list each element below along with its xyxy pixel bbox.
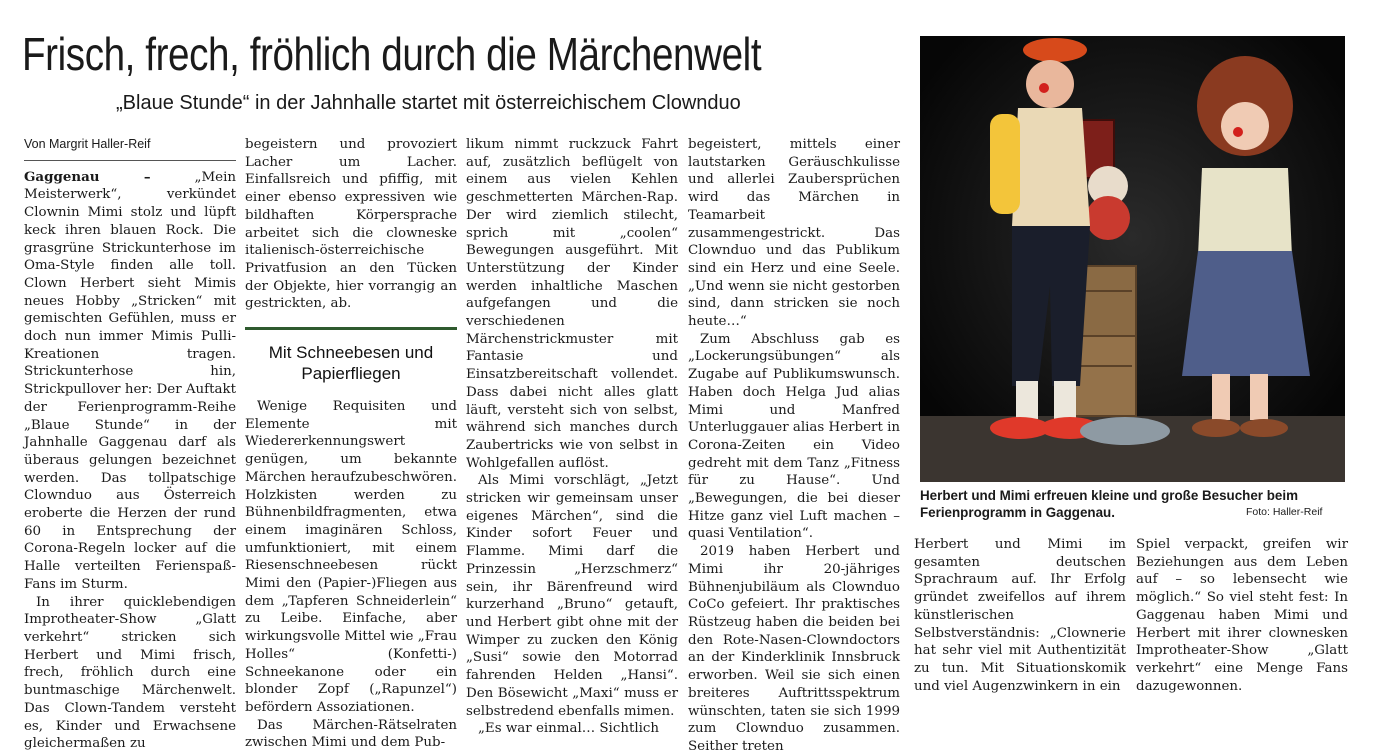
paragraph: Zum Abschluss gab es „Lockerungsübungen“ als Zugabe auf Publikumswunsch. Haben doch Helga Jud alias Mimi und Manfred Unterluggauer alias Herbert in Corona-Zeiten ein Video gedreht mit dem Tanz „Fitness für zu Hause“. Und „Bewegungen, die bei dieser Hitze ganz viel Luft machen – quasi Ventilation“. [688, 331, 900, 542]
paragraph: Spiel verpackt, greifen wir Beziehungen aus dem Leben auf – so lebensecht wie möglich.“ So viel steht fest: In Gaggenau haben Mimi und Herbert mit ihrer clownesken Improtheater-Show „Glatt verkehrt“ eine Menge Fans dazugewonnen. [1136, 537, 1348, 694]
article-column-2 [245, 136, 457, 751]
subheadline: „Blaue Stunde“ in der Jahnhalle startet mit österreichischem Clownduo [116, 92, 741, 114]
column-1-text [24, 169, 236, 753]
article-column-3 [466, 136, 678, 737]
paragraph: begeistert, mittels einer lautstarken Geräuschkulisse und allerlei Zaubersprüchen wird das Märchen in Teamarbeit zusammengestrickt. Das Clownduo und das Publikum sind ein Herz und eine Seele. „Und wenn sie nicht gestorben sind, dann stricken sie noch heute…“ [688, 137, 900, 330]
paragraph: Als Mimi vorschlägt, „Jetzt stricken wir gemeinsam unser eigenes Märchen“, sind die Kinder sofort Feuer und Flamme. Mimi darf die Prinzessin „Herzschmerz“ sein, ihr Bärenfreund wird kurzerhand „Bruno“ getauft, und Herbert gibt ohne mit der Wimper zu zucken den König „Susi“ sowie den Motorrad fahrenden Helden „Hansi“. Den Bösewicht „Maxi“ muss er selbstredend ebenfalls mimen. [466, 473, 678, 719]
headline: Frisch, frech, fröhlich durch die Märchenwelt [22, 28, 762, 80]
dateline: Gaggenau – [24, 168, 151, 185]
article-column-1 [24, 136, 236, 752]
article-column-5 [914, 536, 1126, 694]
photo-caption: Herbert und Mimi erfreuen kleine und große Besucher beim Ferienprogramm in Gaggenau. [920, 488, 1298, 520]
photo-clowns-on-stage [920, 36, 1345, 482]
paragraph: In ihrer quicklebendigen Improtheater-Show „Glatt verkehrt“ stricken sich Herbert und Mimi frisch, frech, fröhlich durch eine buntmaschige Märchenwelt. Das Clown-Tandem versteht es, Kinder und Erwachsene gleichermaßen zu [24, 594, 236, 752]
column-2-text [245, 398, 457, 752]
paragraph-text: „Mein Meisterwerk“, verkündet Clownin Mimi stolz und lüpft keck ihren blauen Rock. Die grasgrüne Strickunterhose im Oma-Style finden alle toll. Clown Herbert sieht Mimis neues Hobby „Stricken“ mit gemischten Gefühlen, muss er doch nun immer Mimis Pulli-Kreationen tragen. Strickunterhose hin, Strickpullover her: Der Auftakt der Ferienprogramm-Reihe „Blaue Stunde“ in der Jahnhalle Gaggenau darf als überaus gelungen bezeichnet werden. Das tollpatschige Clownduo aus Österreich eroberte die Herzen der rund 60 in Entsprechung der Corona-Regeln locker auf die Halle verteilten Ferienspaß-Fans im Sturm. [24, 169, 236, 592]
article-column-6 [1136, 536, 1348, 694]
paragraph: Wenige Requisiten und Elemente mit Wiedererkennungswert genügen, um bekannte Märchen heraufzubeschwören. Holzkisten werden zu Bühnenbildfragmenten, etwa einem imaginären Schloss, umfunktioniert, mit einem Riesenschneebesen rückt Mimi den (Papier-)Fliegen aus dem „Tapferen Schneiderlein“ zu Leibe. Einfache, aber wirkungsvolle Mittel wie „Frau Holles“ (Konfetti-) Schneekanone oder ein blonder Zopf („Rapunzel“) befördern Assoziationen. [245, 399, 457, 715]
paragraph: „Es war einmal… Sichtlich [478, 721, 660, 737]
paragraph: likum nimmt ruckzuck Fahrt auf, zusätzlich beflügelt von einem aus vielen Kehlen geschmetterten Märchen-Rap. Der wird ziemlich stilecht, sprich mit „coolen“ Bewegungen ausgeführt. Mit Unterstützung der Kinder werden inhaltliche Maschen aufgefangen und die verschiedenen Märchenstrickmuster mit Fantasie und Einsatzbereitschaft vollendet. Dass dabei nicht alles glatt läuft, versteht sich von selbst, während sich manches durch Zaubertricks wie von selbst in Wohlgefallen auflöst. [466, 137, 678, 471]
article-column-4 [688, 136, 900, 754]
paragraph [24, 169, 236, 594]
paragraph: 2019 haben Herbert und Mimi ihr 20-jähriges Bühnenjubiläum als Clownduo CoCo gefeiert. Ihr praktisches Rüstzeug haben die beiden bei den Rote-Nasen-Clowndoctors an der Kinderklinik Innsbruck erworben. Weil sie sich einen breiteres Auftrittsspektrum wünschten, taten sie sich 1999 zum Clownduo zusammen. Seither treten [688, 544, 900, 754]
byline: Von Margrit Haller-Reif [24, 136, 236, 161]
paragraph: Herbert und Mimi im gesamten deutschen Sprachraum auf. Ihr Erfolg gründet zweifellos auf ihrem künstlerischen Selbstverständnis: „Clownerie hat sehr viel mit Authentizität zu tun. Mit Situationskomik und viel Augenzwinkern in ein [914, 537, 1126, 694]
paragraph: begeistern und provoziert Lacher um Lacher. Einfallsreich und pfiffig, mit einer ebenso expressiven wie bildhaften Körpersprache arbeitet sich die clowneske italienisch-österreichische Privatfusion an den Tücken der Objekte, hier vorrangig an gestrickten, ab. [245, 137, 457, 312]
paragraph: Das Märchen-Rätselraten zwischen Mimi und dem Pub- [245, 717, 457, 751]
intertitle: Mit Schneebesen und Papierfliegen [245, 327, 457, 384]
photo-credit: Foto: Haller-Reif [1246, 506, 1323, 518]
stage-illustration [920, 36, 1345, 482]
